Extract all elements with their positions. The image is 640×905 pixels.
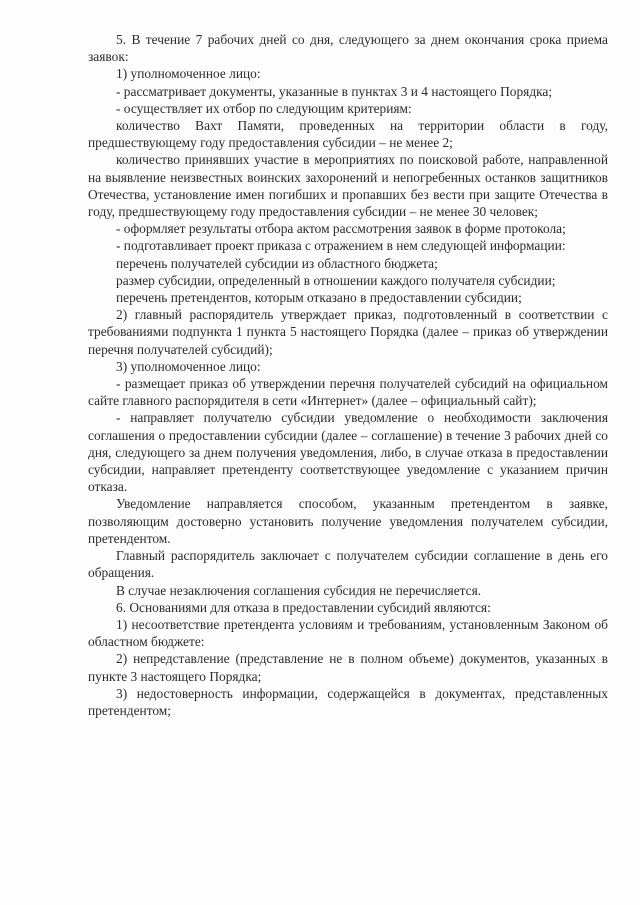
paragraph-criterion-watches: количество Вахт Памяти, проведенных на территории области в году, предшествующему году предоставления субсидии – не менее 2;: [88, 118, 608, 151]
document-body: [88, 31, 608, 719]
paragraph-reviews-documents: - рассматривает документы, указанные в пунктах 3 и 4 настоящего Порядка;: [116, 83, 553, 99]
paragraph-notice-method: Уведомление направляется способом, указанным претендентом в заявке, позволяющим достоверно установить получение уведомления получателем субсидии, претендентом.: [88, 496, 608, 546]
paragraph-ground-2: 2) непредставление (представление не в полном объеме) документов, указанных в пункте 3 настоящего Порядка;: [88, 651, 608, 684]
paragraph-item-2: 2) главный распорядитель утверждает приказ, подготовленный в соответствии с требованиями подпункта 1 пункта 5 настоящего Порядка (далее – приказ об утверждении перечня получателей субсидий);: [88, 307, 608, 357]
paragraph-ground-1: 1) несоответствие претендента условиям и требованиям, установленным Законом об областном бюджете:: [88, 616, 608, 650]
paragraph-publishes-order: - размещает приказ об утверждении перечня получателей субсидий на официальном сайте главного распорядителя в сети «Интернет» (далее – официальный сайт);: [88, 376, 608, 409]
paragraph-no-agreement: В случае незаключения соглашения субсидия не перечисляется.: [116, 582, 482, 598]
paragraph-selection-criteria: - осуществляет их отбор по следующим критериям:: [116, 100, 412, 116]
paragraph-item-3: 3) уполномоченное лицо:: [116, 358, 261, 374]
paragraph-refused-list: перечень претендентов, которым отказано в предоставлении субсидии;: [116, 290, 522, 306]
paragraph-subsidy-amount: размер субсидии, определенный в отношении каждого получателя субсидии;: [116, 272, 556, 288]
paragraph-criterion-participants: количество принявших участие в мероприятиях по поисковой работе, направленной на выявление неизвестных воинских захоронений и непогребенных останков защитников Отечества, установление имен погибших и пропавших без вести при защите Отечества в году, предшествующему году предоставления субсидии – не менее 30 человек;: [88, 152, 608, 220]
paragraph-item-1: 1) уполномоченное лицо:: [116, 66, 261, 82]
paragraph-6-refusal-grounds: 6. Основаниями для отказа в предоставлении субсидий являются:: [116, 599, 491, 615]
paragraph-agreement: Главный распорядитель заключает с получателем субсидии соглашение в день его обращения.: [88, 548, 608, 581]
paragraph-protocol: - оформляет результаты отбора актом рассмотрения заявок в форме протокола;: [116, 221, 566, 237]
paragraph-5-intro: 5. В течение 7 рабочих дней со дня, следующего за днем окончания срока приема заявок:: [88, 32, 608, 65]
paragraph-recipients-list: перечень получателей субсидии из областного бюджета;: [116, 255, 438, 271]
paragraph-sends-notice: - направляет получателю субсидии уведомление о необходимости заключения соглашения о предоставлении субсидии (далее – соглашение) в течение 3 рабочих дней со дня, следующего за днем получения уведомления, либо, в случае отказа в предоставлении субсидии, направляет претенденту соответствующее уведомление с указанием причин отказа.: [88, 410, 608, 495]
paragraph-ground-3: 3) недостоверность информации, содержащейся в документах, представленных претендентом;: [88, 685, 608, 718]
paragraph-draft-order: - подготавливает проект приказа с отражением в нем следующей информации:: [116, 238, 566, 254]
